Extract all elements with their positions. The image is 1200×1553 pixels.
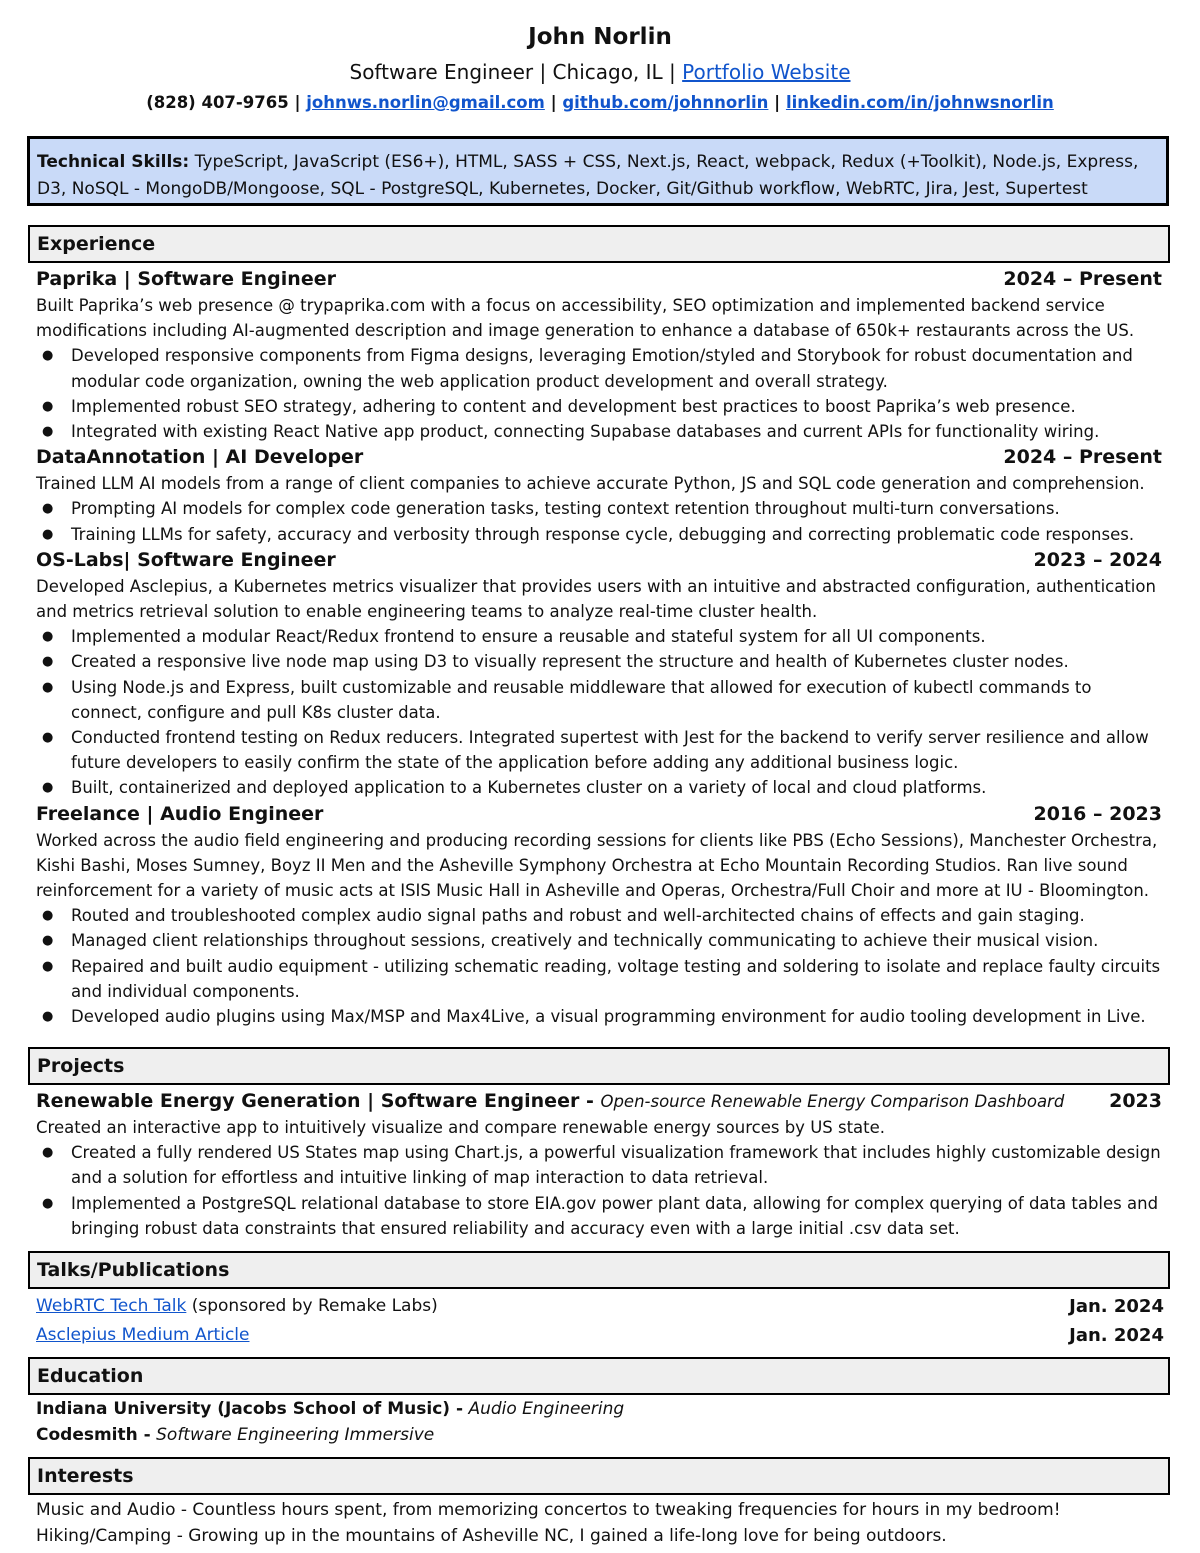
- school-name: Codesmith -: [36, 1425, 151, 1445]
- job-description: Worked across the audio field engineering and producing recording sessions for clients like PBS (Echo Sessions), Manchester Orchestra, Kishi Bashi, Moses Sumney, Boyz II Men and the Asheville Symphony Orchestra at Echo Mountain Recording Studios. Ran live sound reinforcement for a variety of music acts at ISIS Music Hall in Asheville and Operas, Orchestra/Full Choir and more at IU - Bloomington.: [36, 830, 1158, 901]
- job-bullet: ● Integrated with existing React Native app product, connecting Supabase databases and current APIs for functionality wiring.: [36, 419, 1162, 444]
- program-name: Audio Engineering: [468, 1399, 625, 1419]
- interests-list: [36, 1497, 1162, 1549]
- section-header-experience: Experience: [28, 225, 1170, 263]
- project-bullet: ● Implemented a PostgreSQL relational database to store EIA.gov power plant data, allowing for complex querying of data tables and bringing robust data constraints that ensured reliability and accuracy even with a large initial .csv data set.: [36, 1191, 1162, 1241]
- project-description: Created an interactive app to intuitively visualize and compare renewable energy sources by US state.: [36, 1118, 886, 1137]
- portfolio-link[interactable]: Portfolio Website: [682, 60, 851, 84]
- job-bullet: ● Implemented a modular React/Redux frontend to ensure a reusable and stateful system for all UI components.: [36, 624, 1162, 649]
- section-header-projects: Projects: [28, 1047, 1170, 1085]
- education-item: [36, 1396, 1162, 1422]
- project-bullet: ● Created a fully rendered US States map using Chart.js, a powerful visualization framework that includes highly customizable design and a solution for effortless and intuitive linking of map interaction to data retrieval.: [36, 1140, 1162, 1190]
- section-header-education: Education: [28, 1357, 1170, 1395]
- job-bullet: ● Created a responsive live node map using D3 to visually represent the structure and health of Kubernetes cluster nodes.: [36, 649, 1162, 674]
- talk-link[interactable]: WebRTC Tech Talk: [36, 1296, 187, 1316]
- job-bullet: ● Implemented robust SEO strategy, adhering to content and development best practices to boost Paprika’s web presence.: [36, 394, 1162, 419]
- separator: |: [774, 93, 781, 112]
- skills-text: TypeScript, JavaScript (ES6+), HTML, SASS + CSS, Next.js, React, webpack, Redux (+Toolkit), Node.js, Express, D3, NoSQL - MongoDB/Mongoose, SQL - PostgreSQL, Kubernetes, Docker, Git/Github workflow, WebRTC, Jira, Jest, Supertest: [37, 152, 1139, 199]
- separator: |: [294, 93, 301, 112]
- linkedin-link[interactable]: linkedin.com/in/johnwsnorlin: [785, 93, 1054, 112]
- job-bullet: ● Training LLMs for safety, accuracy and verbosity through response cycle, debugging and correcting problematic code responses.: [36, 522, 1162, 547]
- job-description: Trained LLM AI models from a range of client companies to achieve accurate Python, JS and SQL code generation and comprehension.: [36, 474, 1145, 494]
- job-bullet: ● Prompting AI models for complex code generation tasks, testing context retention throughout multi-turn conversations.: [36, 496, 1162, 521]
- job-bullet: ● Developed audio plugins using Max/MSP and Max4Live, a visual programming environment for audio tooling development in Live.: [36, 1004, 1162, 1029]
- job-dates: 2024 – Present: [1003, 446, 1162, 469]
- education-item: [36, 1422, 1162, 1448]
- talk-note: (sponsored by Remake Labs): [186, 1296, 438, 1316]
- candidate-name: John Norlin: [528, 24, 672, 50]
- subtitle-line: [0, 60, 1200, 84]
- project-entry: [36, 1088, 1162, 1241]
- technical-skills-box: [27, 136, 1169, 206]
- job-bullet: ● Conducted frontend testing on Redux reducers. Integrated supertest with Jest for the backend to verify server resilience and allow future developers to easily confirm the state of the application before adding any additional business logic.: [36, 725, 1162, 775]
- talk-item: [36, 1292, 1164, 1321]
- job-title: Freelance | Audio Engineer: [36, 802, 324, 825]
- github-link[interactable]: github.com/johnnorlin: [562, 93, 769, 112]
- phone-number: (828) 407-9765: [146, 93, 289, 112]
- education-list: [36, 1396, 1162, 1448]
- job-bullet: ● Managed client relationships throughout sessions, creatively and technically communicating to achieve their musical vision.: [36, 928, 1162, 953]
- job-description: Developed Asclepius, a Kubernetes metrics visualizer that provides users with an intuitive and abstracted configuration, authentication and metrics retrieval solution to enable engineering teams to analyze real-time cluster health.: [36, 576, 1156, 622]
- talk-date: Jan. 2024: [1069, 1325, 1164, 1346]
- project-subtitle: Open-source Renewable Energy Comparison Dashboard: [600, 1092, 1065, 1111]
- job-dates: 2024 – Present: [1003, 268, 1162, 290]
- interest-item: Hiking/Camping - Growing up in the mountains of Asheville NC, I gained a life-long love for being outdoors.: [36, 1526, 947, 1546]
- job-entry: [36, 801, 1162, 1030]
- job-bullet: ● Using Node.js and Express, built customizable and reusable middleware that allowed for execution of kubectl commands to connect, configure and pull K8s cluster data.: [36, 675, 1162, 725]
- experience-list: [36, 266, 1162, 1029]
- talk-date: Jan. 2024: [1069, 1296, 1164, 1317]
- school-name: Indiana University (Jacobs School of Music) -: [36, 1399, 464, 1419]
- talks-list: [36, 1292, 1164, 1350]
- job-dates: 2016 – 2023: [1033, 802, 1162, 825]
- skills-label: Technical Skills:: [37, 152, 190, 172]
- job-entry: [36, 266, 1162, 444]
- job-entry: [36, 444, 1162, 547]
- job-title: DataAnnotation | AI Developer: [36, 446, 364, 469]
- job-title: OS-Labs| Software Engineer: [36, 548, 336, 571]
- job-bullet: ● Routed and troubleshooted complex audio signal paths and robust and well-architected chains of effects and gain staging.: [36, 903, 1162, 928]
- job-description: Built Paprika’s web presence @ trypaprika.com with a focus on accessibility, SEO optimization and implemented backend service modifications including AI-augmented description and image generation to enhance a database of 650k+ restaurants across the US.: [36, 296, 1135, 341]
- interest-item: Music and Audio - Countless hours spent, from memorizing concertos to tweaking frequencies for hours in my bedroom!: [36, 1500, 1061, 1520]
- separator: |: [550, 93, 557, 112]
- section-header-interests: Interests: [28, 1457, 1170, 1495]
- job-bullet: ● Built, containerized and deployed application to a Kubernetes cluster on a variety of local and cloud platforms.: [36, 775, 1162, 800]
- project-dates: 2023: [1109, 1090, 1162, 1112]
- job-title: Paprika | Software Engineer: [36, 268, 336, 290]
- job-bullet: ● Developed responsive components from Figma designs, leveraging Emotion/styled and Storybook for robust documentation and modular code organization, owning the web application product development and overall strategy.: [36, 343, 1162, 393]
- program-name: Software Engineering Immersive: [156, 1425, 435, 1445]
- job-entry: [36, 547, 1162, 801]
- talk-item: [36, 1321, 1164, 1350]
- section-header-talks: Talks/Publications: [28, 1251, 1170, 1289]
- talk-link[interactable]: Asclepius Medium Article: [36, 1325, 250, 1345]
- job-dates: 2023 – 2024: [1033, 548, 1162, 571]
- email-link[interactable]: johnws.norlin@gmail.com: [306, 93, 545, 112]
- job-bullet: ● Repaired and built audio equipment - utilizing schematic reading, voltage testing and soldering to isolate and replace faulty circuits and individual components.: [36, 954, 1162, 1004]
- project-title: Renewable Energy Generation | Software Engineer -: [36, 1090, 594, 1112]
- contact-line: [0, 93, 1200, 112]
- role-location: Software Engineer | Chicago, IL |: [349, 60, 676, 84]
